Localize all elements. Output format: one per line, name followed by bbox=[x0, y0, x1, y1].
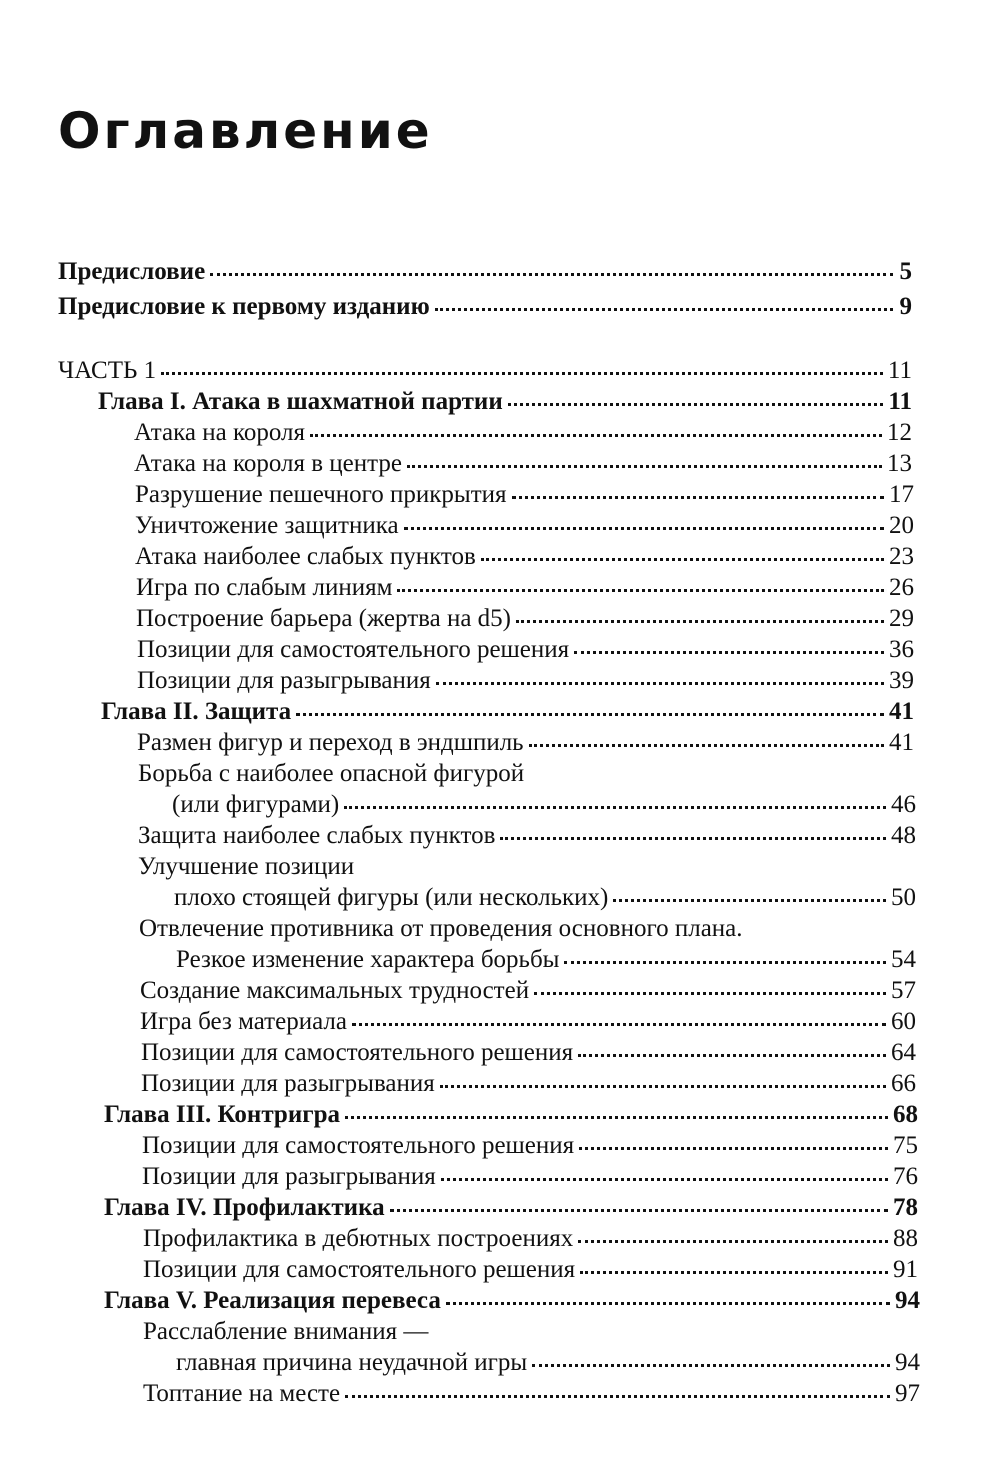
toc-entry-label: Расслабление внимания — bbox=[143, 1318, 429, 1345]
dot-leader bbox=[580, 1271, 888, 1274]
dot-leader bbox=[579, 1147, 888, 1150]
dot-leader bbox=[310, 434, 882, 437]
toc-page-number: 76 bbox=[893, 1163, 918, 1190]
toc-entry[interactable] bbox=[136, 603, 914, 635]
toc-entry-label: Защита наиболее слабых пунктов bbox=[138, 822, 496, 849]
toc-page-number: 94 bbox=[895, 1349, 920, 1376]
dot-leader bbox=[529, 744, 884, 747]
toc-page-number: 50 bbox=[891, 884, 916, 911]
dot-leader bbox=[407, 465, 882, 468]
toc-entry[interactable] bbox=[143, 1378, 920, 1410]
toc-page-number: 94 bbox=[895, 1287, 920, 1314]
page-title: Оглавление bbox=[58, 102, 433, 160]
toc-page-number: 48 bbox=[891, 822, 916, 849]
toc-page-number: 12 bbox=[887, 419, 912, 446]
dot-leader bbox=[481, 558, 884, 561]
toc-page-number: 64 bbox=[891, 1039, 916, 1066]
dot-leader bbox=[508, 403, 884, 406]
toc-entry[interactable] bbox=[140, 1006, 916, 1038]
dot-leader bbox=[440, 1085, 886, 1088]
dot-leader bbox=[441, 1178, 888, 1181]
toc-entry[interactable] bbox=[104, 1099, 918, 1131]
dot-leader bbox=[296, 713, 884, 716]
toc-entry-label: Предисловие bbox=[58, 258, 206, 285]
toc-entry-label: Глава II. Защита bbox=[101, 698, 292, 725]
toc-entry[interactable] bbox=[176, 1347, 920, 1379]
toc-entry[interactable] bbox=[134, 448, 912, 480]
toc-page-number: 41 bbox=[889, 698, 914, 725]
toc-entry-label: Размен фигур и переход в эндшпиль bbox=[137, 729, 524, 756]
toc-entry-label-cont: главная причина неудачной игры bbox=[176, 1349, 528, 1376]
toc-entry-label: Глава V. Реализация перевеса bbox=[104, 1287, 441, 1314]
toc-page-number: 11 bbox=[888, 388, 912, 415]
dot-leader bbox=[210, 273, 893, 276]
dot-leader bbox=[516, 620, 884, 623]
toc-page-number: 78 bbox=[893, 1194, 918, 1221]
toc-entry[interactable] bbox=[138, 820, 916, 852]
toc-entry-label: Игра по слабым линиям bbox=[136, 574, 393, 601]
dot-leader bbox=[578, 1240, 888, 1243]
toc-entry-label: Атака на короля bbox=[134, 419, 305, 446]
dot-leader bbox=[613, 899, 886, 902]
toc-entry-label: Отвлечение противника от проведения основного плана. bbox=[139, 915, 743, 942]
toc-entry-label: Позиции для самостоятельного решения bbox=[141, 1039, 574, 1066]
toc-page-number: 9 bbox=[899, 293, 912, 320]
toc-entry[interactable] bbox=[98, 386, 912, 418]
dot-leader bbox=[446, 1302, 890, 1305]
toc-page-number: 54 bbox=[891, 946, 916, 973]
toc-entry-label: Уничтожение защитника bbox=[135, 512, 399, 539]
toc-page-number: 97 bbox=[895, 1380, 920, 1407]
toc-page-number: 26 bbox=[889, 574, 914, 601]
toc-entry-label: Глава I. Атака в шахматной партии bbox=[98, 388, 503, 415]
toc-entry[interactable] bbox=[141, 1037, 916, 1069]
toc-entry[interactable] bbox=[137, 727, 914, 759]
toc-entry-label: Атака наиболее слабых пунктов bbox=[135, 543, 476, 570]
toc-entry-label: Профилактика в дебютных построениях bbox=[143, 1225, 574, 1252]
dot-leader bbox=[436, 682, 884, 685]
toc-page-number: 11 bbox=[887, 357, 912, 384]
dot-leader bbox=[404, 527, 884, 530]
toc-entry-label: Позиции для разыгрывания bbox=[137, 667, 431, 694]
toc-entry[interactable] bbox=[142, 1161, 918, 1193]
toc-entry-label: Позиции для самостоятельного решения bbox=[137, 636, 570, 663]
dot-leader bbox=[344, 806, 886, 809]
dot-leader bbox=[534, 992, 886, 995]
toc-entry-label: ЧАСТЬ 1 bbox=[58, 357, 157, 384]
dot-leader bbox=[390, 1209, 888, 1212]
dot-leader bbox=[578, 1054, 886, 1057]
toc-entry[interactable] bbox=[176, 944, 916, 976]
toc-entry-label: Борьба с наиболее опасной фигурой bbox=[138, 760, 525, 787]
toc-entry-label: Улучшение позиции bbox=[138, 853, 355, 880]
dot-leader bbox=[345, 1116, 888, 1119]
toc-page-number: 20 bbox=[889, 512, 914, 539]
toc-page-number: 91 bbox=[893, 1256, 918, 1283]
toc-entry-label: Позиции для самостоятельного решения bbox=[142, 1132, 575, 1159]
toc-page-number: 57 bbox=[891, 977, 916, 1004]
toc-entry[interactable] bbox=[58, 256, 912, 288]
dot-leader bbox=[161, 372, 883, 375]
toc-page-number: 5 bbox=[899, 258, 912, 285]
toc-entry-label: Позиции для самостоятельного решения bbox=[143, 1256, 576, 1283]
toc-entry-label: Топтание на месте bbox=[143, 1380, 341, 1407]
toc-entry-label: Глава III. Контригра bbox=[104, 1101, 340, 1128]
dot-leader bbox=[564, 961, 886, 964]
dot-leader bbox=[500, 837, 886, 840]
toc-entry-label-cont: плохо стоящей фигуры (или нескольких) bbox=[174, 884, 609, 911]
toc-entry-label: Атака на короля в центре bbox=[134, 450, 402, 477]
toc-page-number: 17 bbox=[889, 481, 914, 508]
toc-entry[interactable] bbox=[141, 1068, 916, 1100]
toc-page-number: 66 bbox=[891, 1070, 916, 1097]
toc-entry[interactable] bbox=[101, 696, 914, 728]
toc-page-number: 60 bbox=[891, 1008, 916, 1035]
toc-entry-label: Позиции для разыгрывания bbox=[142, 1163, 436, 1190]
toc-entry-label: Построение барьера (жертва на d5) bbox=[136, 605, 511, 632]
dot-leader bbox=[532, 1364, 890, 1367]
toc-entry[interactable] bbox=[58, 291, 912, 323]
toc-page-number: 46 bbox=[891, 791, 916, 818]
toc-entry-label: Разрушение пешечного прикрытия bbox=[135, 481, 507, 508]
toc-entry[interactable] bbox=[140, 975, 916, 1007]
toc-page-number: 41 bbox=[889, 729, 914, 756]
toc-page-number: 36 bbox=[889, 636, 914, 663]
toc-entry[interactable] bbox=[135, 479, 914, 511]
toc-entry[interactable] bbox=[104, 1285, 920, 1317]
toc-entry-label: Игра без материала bbox=[140, 1008, 347, 1035]
toc-entry-label: Создание максимальных трудностей bbox=[140, 977, 530, 1004]
dot-leader bbox=[512, 496, 884, 499]
dot-leader bbox=[574, 651, 884, 654]
toc-page-number: 29 bbox=[889, 605, 914, 632]
toc-entry[interactable] bbox=[172, 789, 916, 821]
dot-leader bbox=[345, 1395, 890, 1398]
toc-page-number: 23 bbox=[889, 543, 914, 570]
toc-entry-label-cont: Резкое изменение характера борьбы bbox=[176, 946, 560, 973]
toc-entry-label-cont: (или фигурами) bbox=[172, 791, 340, 818]
toc-entry[interactable] bbox=[137, 665, 914, 697]
toc-entry[interactable] bbox=[136, 572, 914, 604]
toc-entry-label: Предисловие к первому изданию bbox=[58, 293, 430, 320]
toc-entry-label: Позиции для разыгрывания bbox=[141, 1070, 435, 1097]
toc-page-number: 88 bbox=[893, 1225, 918, 1252]
dot-leader bbox=[352, 1023, 886, 1026]
toc-entry[interactable] bbox=[137, 634, 914, 666]
toc-entry[interactable] bbox=[135, 541, 914, 573]
toc-entry[interactable] bbox=[104, 1192, 918, 1224]
toc-entry[interactable] bbox=[143, 1223, 918, 1255]
toc-entry[interactable] bbox=[134, 417, 912, 449]
toc-entry[interactable] bbox=[58, 355, 912, 387]
toc-page-number: 39 bbox=[889, 667, 914, 694]
toc-entry[interactable] bbox=[135, 510, 914, 542]
toc-entry[interactable] bbox=[143, 1254, 918, 1286]
toc-page-number: 75 bbox=[893, 1132, 918, 1159]
toc-page-number: 13 bbox=[887, 450, 912, 477]
toc-entry[interactable] bbox=[174, 882, 916, 914]
dot-leader bbox=[397, 589, 884, 592]
toc-page-number: 68 bbox=[893, 1101, 918, 1128]
toc-entry-label: Глава IV. Профилактика bbox=[104, 1194, 385, 1221]
toc-entry[interactable] bbox=[142, 1130, 918, 1162]
dot-leader bbox=[435, 308, 893, 311]
